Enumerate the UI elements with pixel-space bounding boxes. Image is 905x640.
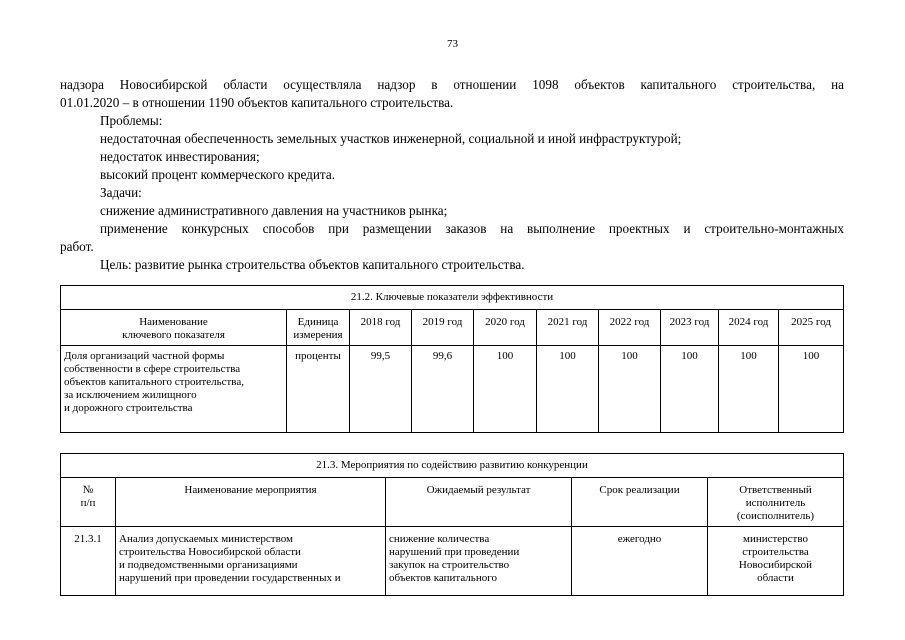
unit-cell: проценты [287,346,350,433]
value-cell: 100 [661,346,719,433]
header-text: Наименование [139,316,208,328]
cell-line: закупок на строительство [389,559,510,571]
header-year: 2025 год [779,310,844,346]
events-table [60,453,844,596]
paragraph-line: надзора Новосибирской области осуществляла надзор в отношении 1098 объектов капитального строительства, на [60,77,844,92]
header-year: 2019 год [412,310,474,346]
implementation-term: ежегодно [572,527,708,596]
events-table-caption: 21.3. Мероприятия по содействию развитию конкуренции [61,454,844,478]
body-text [60,76,844,274]
goal-statement: Цель: развитие рынка строительства объектов капитального строительства. [100,257,525,272]
header-unit [287,310,350,346]
header-indicator [61,310,287,346]
header-term: Срок реализации [572,478,708,527]
task-item: применение конкурсных способов при размещении заказов на выполнение проектных и строительно-монтажных [100,221,844,236]
problem-item: высокий процент коммерческого кредита. [100,167,336,182]
table-row [61,527,844,596]
header-year: 2021 год [537,310,599,346]
tasks-heading: Задачи: [100,185,142,200]
cell-line: снижение количества [389,533,490,545]
cell-line: нарушений при проведении государственных и [119,572,341,584]
value-cell: 99,6 [412,346,474,433]
value-cell: 100 [537,346,599,433]
header-number [61,478,116,527]
value-cell: 100 [719,346,779,433]
header-year: 2023 год [661,310,719,346]
kpi-table-caption: 21.2. Ключевые показатели эффективности [61,286,844,310]
header-text: (соисполнитель) [736,510,815,522]
cell-line: министерство [742,533,808,545]
table-row [61,346,844,433]
value-cell: 99,5 [350,346,412,433]
cell-line: собственности в сфере строительства [64,363,241,375]
cell-line: области [757,572,794,584]
cell-line: Новосибирской [738,559,813,571]
header-text: Ответственный [739,484,812,496]
value-cell: 100 [779,346,844,433]
header-text: исполнитель [745,497,806,509]
header-event-name: Наименование мероприятия [116,478,386,527]
header-executor [708,478,844,527]
cell-line: объектов капитального строительства, [64,376,244,388]
cell-line: строительства Новосибирской области [119,546,301,558]
cell-line: объектов капитального [389,572,497,584]
header-text: № [82,484,94,496]
event-number: 21.3.1 [61,527,116,596]
indicator-name [61,346,287,433]
task-item: снижение административного давления на участников рынка; [100,203,448,218]
cell-line: за исключением жилищного [64,389,197,401]
cell-line: и подведомственными организациями [119,559,298,571]
cell-line: строительства [742,546,809,558]
cell-line: Доля организаций частной формы [64,350,225,362]
page-number: 73 [447,38,458,50]
expected-result [386,527,572,596]
header-text: п/п [80,497,96,509]
executor [708,527,844,596]
header-text: ключевого показателя [122,329,225,341]
value-cell: 100 [599,346,661,433]
cell-line: Анализ допускаемых министерством [119,533,293,545]
value-cell: 100 [474,346,537,433]
task-item-continuation: работ. [60,239,94,254]
kpi-table [60,285,844,433]
header-text: Единица [297,316,339,328]
problems-heading: Проблемы: [100,113,163,128]
header-text: измерения [293,329,343,341]
cell-line: нарушений при проведении [389,546,520,558]
problem-item: недостаток инвестирования; [100,149,260,164]
header-year: 2022 год [599,310,661,346]
header-year: 2024 год [719,310,779,346]
problem-item: недостаточная обеспеченность земельных участков инженерной, социальной и иной инфраструктурой; [100,131,682,146]
header-year: 2018 год [350,310,412,346]
cell-line: и дорожного строительства [64,402,193,414]
header-year: 2020 год [474,310,537,346]
header-expected-result: Ожидаемый результат [386,478,572,527]
paragraph-line: 01.01.2020 – в отношении 1190 объектов капитального строительства. [60,95,454,110]
event-name [116,527,386,596]
